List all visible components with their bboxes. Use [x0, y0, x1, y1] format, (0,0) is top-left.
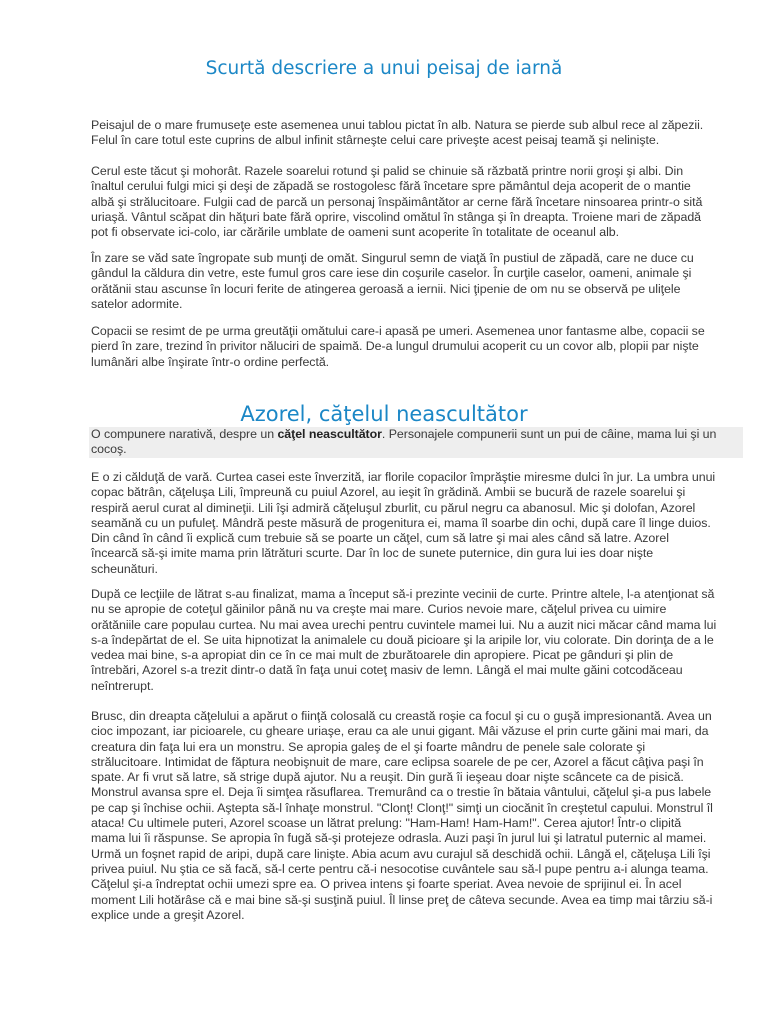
text-line: spate. Ar fi vrut să latre, să strige după ajutor. Nu a reuşit. Din gură îi ieşeau doar nişte scâncete ca de pisică.	[91, 770, 684, 785]
text-line: pierd în zare, trezind în privitor năluciri de spaimă. De-a lungul drumului acoperit cu un covor alb, plopii par nişte	[91, 339, 699, 354]
intro-text: . Personajele compunerii sunt un pui de câine, mama lui şi un	[381, 427, 717, 441]
text-line: înaltul cerului fulgi mici şi deşi de zăpadă se rostogolesc fără încetare spre pământul deja acoperit de o mantie	[91, 179, 691, 194]
text-line: orătănii stau ascunse în locuri ferite de atingerea geroasă a iernii. Nici ţipenie de om nu se observă pe uliţele	[91, 281, 681, 296]
text-line: lumânări albe înşirate într-o ordine perfectă.	[91, 354, 330, 369]
text-line: Copacii se resimt de pe urma greutăţii omătului care-i apasă pe umeri. Asemenea unor fantasme albe, copacii se	[91, 324, 705, 338]
text-line	[91, 427, 741, 442]
paragraph	[91, 587, 737, 694]
paragraph	[91, 164, 737, 240]
text-line: satelor adormite.	[91, 296, 183, 311]
text-line: creatura din faţa lui era un monstru. Se apropia galeş de el şi foarte mândru de penele sale colorate şi	[91, 739, 646, 754]
text-line: nu se apropie de coteţul găinilor până nu va creşte mai mare. Curios nevoie mare, căţelul privea cu uimire	[91, 602, 667, 617]
text-line: neîntrerupt.	[91, 678, 154, 693]
intro-text: O compunere narativă, despre un	[91, 427, 278, 441]
text-line: albă şi strălucitoare. Fulgii cad de parcă un personaj înspăimântător ar cerne fără încetare ninsoarea printr-o sită	[91, 194, 703, 209]
paragraph	[91, 324, 737, 370]
text-line: moment Lili hotărâse că e mai bine să-şi susţină puiul. Îl linse preţ de câteva secunde. Avea ea timp mai târziu să-i	[91, 892, 713, 907]
text-line: privea puiul. Nu ştia ce să facă, să-l certe pentru că-i nesocotise cuvântele sau să-l pupe pentru a-i alunga teama.	[91, 861, 709, 876]
text-line: întrebări, Azorel s-a trezit dintr-o dată în faţa unui coteţ masiv de lemn. Lângă el mai multe găini cotcodăceau	[91, 663, 683, 678]
text-line: strălucitoare. Intimidat de făptura neobişnuit de mare, care eclipsa soarele de pe cer, Azorel a făcut câţiva paşi în	[91, 754, 704, 769]
text-line: vedea mai bine, s-a apropiat din ce în ce mai mult de zburătoarele din apropiere. Picat pe gânduri şi plin de	[91, 648, 674, 663]
paragraph	[91, 709, 737, 923]
text-line: orătăniile care populau curtea. Nu mai avea urechi pentru cuvintele mamei lui. Nu a auzit nici măcar când mama lui	[91, 617, 717, 632]
text-line: Monstrul avansa spre el. Deja îi simţea răsuflarea. Tremurând ca o trestie în bătaia vântului, căţelul şi-a pus labele	[91, 785, 712, 800]
text-line: copac bătrân, căţeluşa Lili, împreună cu puiul Azorel, au ieşit în grădină. Ambii se bucură de razele soarelui şi	[91, 485, 686, 500]
paragraph	[91, 470, 737, 577]
text-line: pe cap şi închise ochii. Aştepta să-l înhaţe monstrul. "Clonţ! Clonţ!" simţi un ciocănit în creştetul capului. Monstrul îl	[91, 800, 713, 815]
text-line: mama lui îi răspunse. Se apropia în fugă să-şi protejeze odrasla. Auzi paşi în jurul lui şi latratul puternic al mamei.	[91, 831, 707, 846]
text-line: încearcă să-şi imite mama prin lătrături scurte. Dar în loc de sunete puternice, din gura lui ies doar nişte	[91, 546, 654, 561]
text-line: Căţelul şi-a îndreptat ochii umezi spre ea. O privea intens şi foarte speriat. Avea nevoie de sprijinul ei. În acel	[91, 877, 682, 892]
text-line: seamănă cu un pufuleţ. Mândră peste măsură de progenitura ei, mama îl soarbe din ochi, după care îl linge duios.	[91, 515, 711, 530]
article-title-azorel: Azorel, căţelul neascultător	[240, 402, 528, 426]
article-title-winter: Scurtă descriere a unui peisaj de iarnă	[205, 58, 563, 79]
text-line: Urmă un foşnet rapid de aripi, după care linişte. Abia acum avu curajul să deschidă ochii. Lângă el, căţeluşa Lili îşi	[91, 846, 711, 861]
text-line: ataca! Cu ultimele puteri, Azorel scoase un lătrat prelung: "Ham-Ham! Ham-Ham!". Cerea ajutor! Într-o clipită	[91, 816, 682, 831]
text-line: Peisajul de o mare frumuseţe este asemenea unui tablou pictat în alb. Natura se pierde sub albul rece al zăpezii.	[91, 118, 704, 132]
intro-bold-text: căţel neascultător	[277, 427, 382, 441]
text-line: scheunături.	[91, 561, 158, 576]
paragraph	[91, 118, 737, 149]
text-line: explice unde a greşit Azorel.	[91, 907, 245, 922]
text-line: respiră aerul curat al dimineţii. Lili îşi admiră căţeluşul zburlit, cu părul negru ca abanosul. Mic şi dolofan, Azorel	[91, 500, 696, 515]
text-line: Cerul este tăcut şi mohorât. Razele soarelui rotund şi palid se chinuie să răzbată printre norii groşi şi albi. Din	[91, 164, 684, 178]
text-line: Din când în când îi explică cum trebuie să se poarte un căţel, cum să latre şi mai ales când să latre. Azorel	[91, 531, 669, 546]
text-line: În zare se văd sate îngropate sub munţi de omăt. Singurul semn de viaţă în pustiul de zăpadă, care ne duce cu	[91, 251, 694, 265]
paragraph	[91, 251, 737, 312]
text-line: pot fi observate ici-colo, iar cărările umblate de oameni sunt acoperite în totalitate de oceanul alb.	[91, 225, 620, 240]
text-line: cioc impozant, iar picioarele, cu gheare uriaşe, erau ca ale unui gigant. Mâi văzuse el prin curte găini mai mari, da	[91, 724, 709, 739]
text-line: E o zi călduţă de vară. Curtea casei este înverzită, iar florile copacilor împrăştie miresme dulci în jur. La umbra unui	[91, 470, 716, 484]
intro-paragraph	[89, 427, 743, 458]
text-line: s-a îndepărtat de el. Se uita hipnotizat la animalele cu două picioare şi la aripile lor, viu colorate. Din dorinţa de a le	[91, 632, 714, 647]
text-line: Brusc, din dreapta căţelului a apărut o fiinţă colosală cu creastă roşie ca focul şi cu o guşă impresionantă. Avea un	[91, 709, 712, 723]
text-line: cocoş.	[91, 442, 127, 457]
text-line: După ce lecţiile de lătrat s-au finalizat, mama a început să-i prezinte vecinii de curte. Printre altele, l-a atenţionat să	[91, 587, 715, 601]
text-line: gândul la căldura din vetre, este fumul gros care iese din coşurile caselor. În curţile caselor, oameni, animale şi	[91, 266, 692, 281]
text-line: uriaşă. Vântul scăpat din hăţuri bate fără oprire, viscolind omătul în stânga şi în dreapta. Troiene mari de zăpadă	[91, 209, 702, 224]
text-line: Felul în care totul este cuprins de albul infinit stârneşte celui care priveşte acest peisaj teamă şi nelinişte.	[91, 133, 660, 148]
